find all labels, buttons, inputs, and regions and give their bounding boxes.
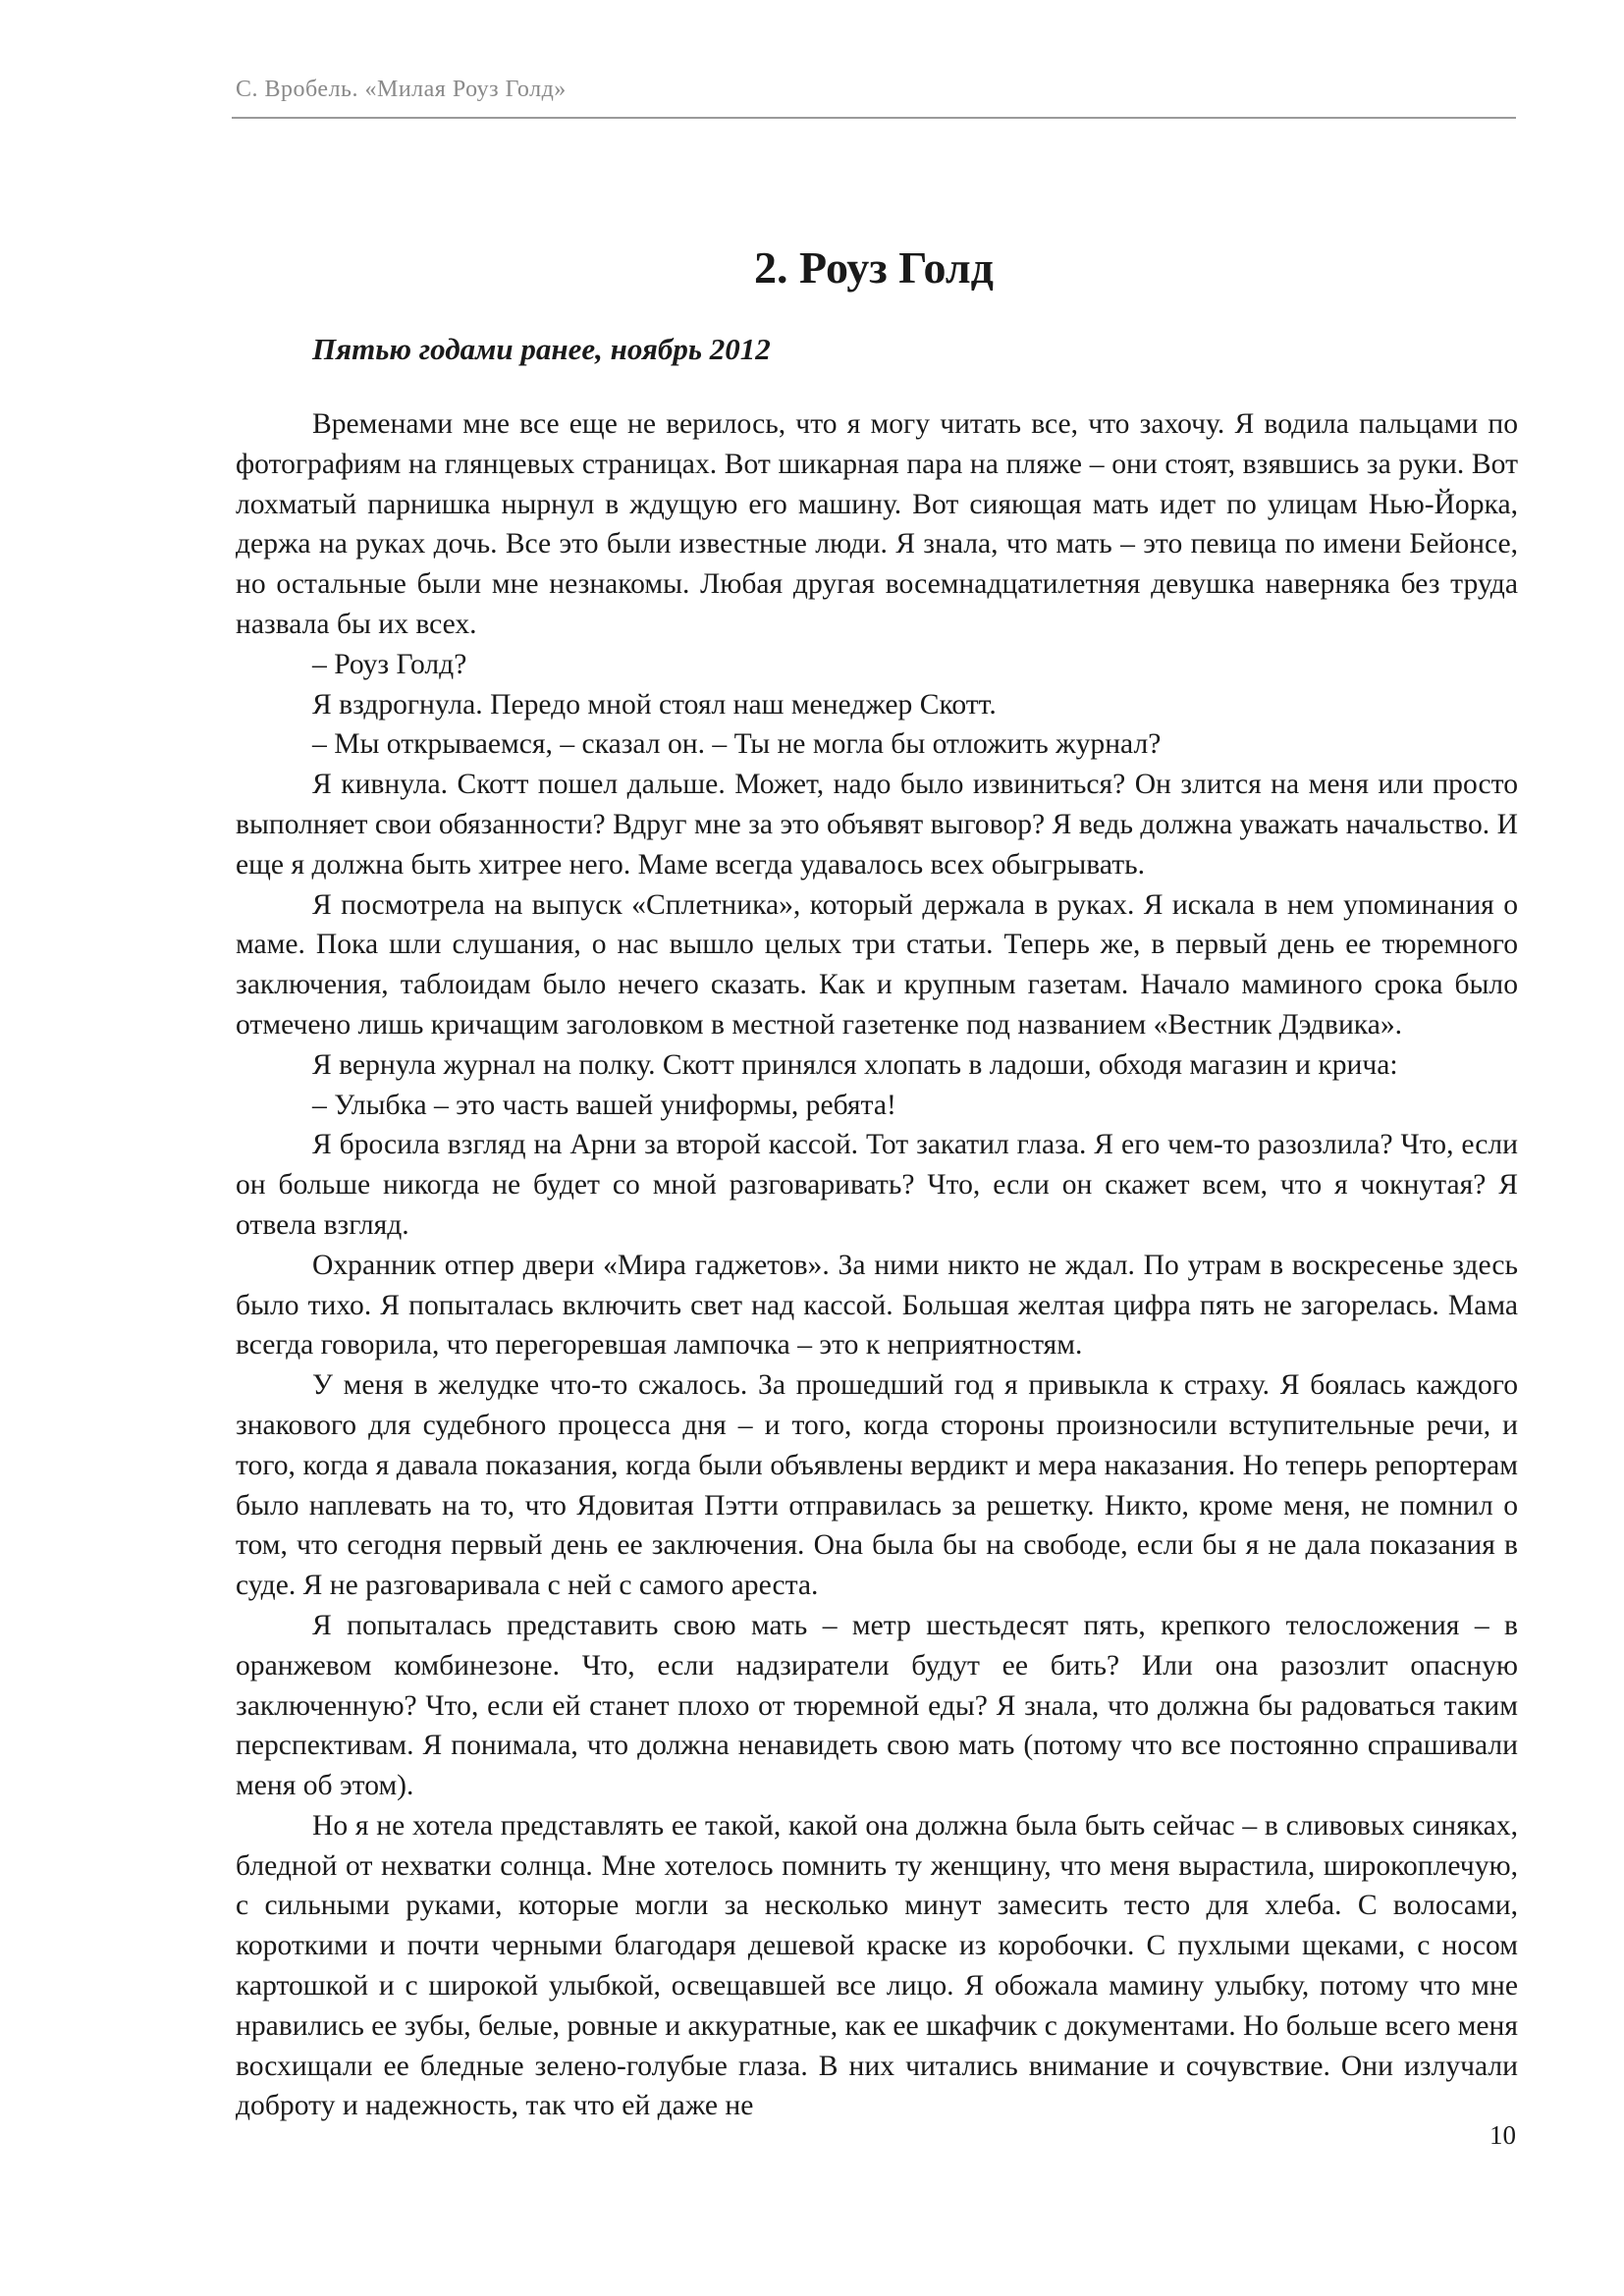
paragraph: Я посмотрела на выпуск «Сплетника», который держала в руках. Я искала в нем упоминания о маме. Пока шли слушания, о нас вышло целых три статьи. Теперь же, в первый день ее тюремного заключения, таблоидам было нечего сказать. Как и крупным газетам. Начало маминого срока было отмечено лишь кричащим заголовком в местной газетенке под названием «Вестник Дэдвика». [236,888,1518,1041]
body-text [236,404,1518,2126]
page-number: 10 [1489,2120,1516,2150]
paragraph: Я попыталась представить свою мать – метр шестьдесят пять, крепкого телосложения – в оранжевом комбинезоне. Что, если надзиратели будут ее бить? Или она разозлит опасную заключенную? Что, если ей станет плохо от тюремной еды? Я знала, что должна бы радоваться таким перспективам. Я понимала, что должна ненавидеть свою мать (потому что все постоянно спрашивали меня об этом). [236,1609,1518,1802]
paragraph: Я вернула журнал на полку. Скотт принялся хлопать в ладоши, обходя магазин и крича: [312,1048,1398,1081]
paragraph: – Роуз Голд? [312,648,467,680]
paragraph: – Мы открываемся, – сказал он. – Ты не могла бы отложить журнал? [312,728,1162,761]
paragraph: Временами мне все еще не верилось, что я могу читать все, что захочу. Я водила пальцами по фотографиям на глянцевых страницах. Вот шикарная пара на пляже – они стоят, взявшись за руки. Вот лохматый парнишка нырнул в ждущую его машину. Вот сияющая мать идет по улицам Нью-Йорка, держа на руках дочь. Все это были известные люди. Я знала, что мать – это певица по имени Бейонсе, но остальные были мне незнакомы. Любая другая восемнадцатилетняя девушка наверняка без труда назвала бы их всех. [236,408,1518,640]
running-header: С. Вробель. «Милая Роуз Голд» [236,77,567,102]
paragraph: Я кивнула. Скотт пошел дальше. Может, надо было извиниться? Он злится на меня или просто выполняет свои обязанности? Вдруг мне за это объявят выговор? Я ведь должна уважать начальство. И еще я должна быть хитрее него. Маме всегда удавалось всех обыгрывать. [236,769,1518,881]
paragraph: – Улыбка – это часть вашей униформы, ребята! [312,1089,896,1121]
paragraph: Но я не хотела представлять ее такой, какой она должна была быть сейчас – в сливовых синяках, бледной от нехватки солнца. Мне хотелось помнить ту женщину, что меня вырастила, широкоплечую, с сильными руками, которые могли за несколько минут замесить тесто для хлеба. С волосами, короткими и почти черными благодаря дешевой краске из коробочки. С пухлыми щеками, с носом картошкой и с широкой улыбкой, освещавшей все лицо. Я обожала мамину улыбку, потому что мне нравились ее зубы, белые, ровные и аккуратные, как ее шкафчик с документами. Но больше всего меня восхищали ее бледные зелено-голубые глаза. В них читались внимание и сочувствие. Они излучали доброту и надежность, так что ей даже не [236,1809,1518,2122]
paragraph: У меня в желудке что-то сжалось. За прошедший год я привыкла к страху. Я боялась каждого знакового для судебного процесса дня – и того, когда стороны произносили вступительные речи, и того, когда я давала показания, когда были объявлены вердикт и мера наказания. Но теперь репортерам было наплевать на то, что Ядовитая Пэтти отправилась за решетку. Никто, кроме меня, не помнил о том, что сегодня первый день ее заключения. Она была бы на свободе, если бы я не дала показания в суде. Я не разговаривала с ней с самого ареста. [236,1369,1518,1602]
paragraph: Я вздрогнула. Передо мной стоял наш менеджер Скотт. [312,688,997,721]
chapter-title: 2. Роуз Голд [754,242,994,293]
paragraph: Я бросила взгляд на Арни за второй кассой. Тот закатил глаза. Я его чем-то разозлила? Что, если он больше никогда не будет со мной разговаривать? Что, если он скажет всем, что я чокнутая? Я отвела взгляд. [236,1129,1518,1241]
chapter-subtitle: Пятью годами ранее, ноябрь 2012 [312,332,771,366]
paragraph: Охранник отпер двери «Мира гаджетов». За ними никто не ждал. По утрам в воскресенье здесь было тихо. Я попыталась включить свет над кассой. Большая желтая цифра пять не загорелась. Мама всегда говорила, что перегоревшая лампочка – это к неприятностям. [236,1249,1518,1362]
header-divider [232,117,1516,119]
